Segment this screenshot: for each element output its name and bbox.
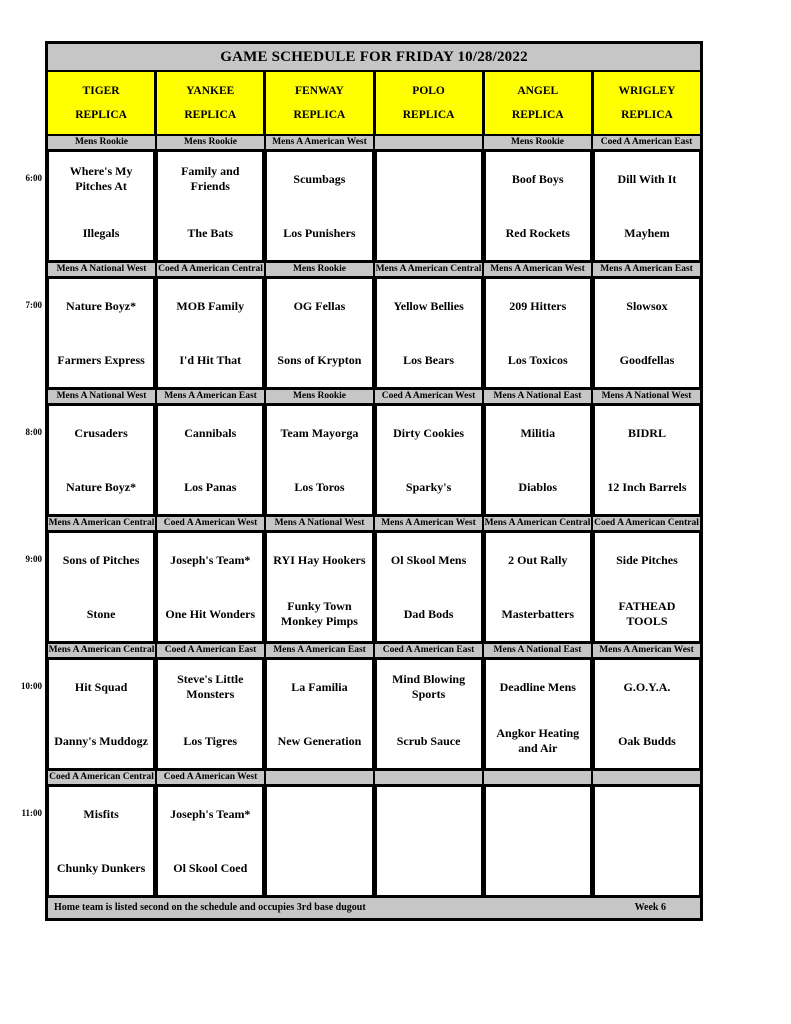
division-label: Coed A American Central	[594, 518, 699, 528]
game-cell	[376, 786, 482, 896]
field-sublabel: REPLICA	[293, 109, 346, 122]
game-row	[25, 151, 700, 261]
home-team	[267, 841, 371, 895]
division-label: Coed A American East	[157, 644, 264, 657]
game-cell	[48, 532, 154, 642]
game-cell	[266, 151, 372, 261]
away-team	[595, 787, 699, 841]
game-cell	[594, 278, 700, 388]
away-team: Side Pitches	[616, 552, 678, 567]
game-cell	[376, 659, 482, 769]
game-cell	[376, 278, 482, 388]
time-label: 11:00	[21, 808, 42, 818]
field-sublabel: REPLICA	[621, 109, 673, 122]
away-team: Yellow Bellies	[393, 298, 464, 313]
division-label: Mens Rookie	[48, 136, 155, 149]
away-team: Where's My Pitches At	[69, 164, 133, 193]
game-cell	[485, 659, 591, 769]
division-label: Mens A American West	[266, 136, 373, 149]
home-team: Diablos	[518, 479, 558, 494]
game-cell	[157, 786, 263, 896]
field-header-tiger	[48, 72, 154, 134]
game-cell	[594, 532, 700, 642]
home-team: One Hit Wonders	[165, 606, 256, 621]
away-team: 209 Hitters	[509, 298, 567, 313]
game-cell	[266, 405, 372, 515]
away-team: Slowsox	[626, 298, 668, 313]
home-team: Los Punishers	[283, 225, 356, 240]
home-team: Angkor Heating and Air	[496, 726, 580, 755]
away-team: Dirty Cookies	[393, 425, 465, 440]
game-cell	[266, 532, 372, 642]
home-team: Goodfellas	[619, 352, 675, 367]
field-name: ANGEL	[517, 84, 559, 97]
away-team: 2 Out Rally	[508, 552, 568, 567]
field-name: WRIGLEY	[618, 84, 676, 97]
away-team: Crusaders	[74, 425, 128, 440]
field-name: YANKEE	[186, 84, 235, 97]
field-header-polo	[376, 72, 482, 134]
game-cell	[266, 278, 372, 388]
home-team: FATHEAD TOOLS	[618, 599, 676, 628]
away-team: Boof Boys	[511, 171, 564, 186]
away-team: MOB Family	[176, 298, 245, 313]
field-name: FENWAY	[295, 84, 344, 97]
game-cell	[594, 151, 700, 261]
away-team: G.O.Y.A.	[623, 679, 671, 694]
footer-note: Home team is listed second on the schedule and occupies 3rd base dugout	[54, 902, 366, 913]
away-team: Misfits	[83, 806, 119, 821]
game-cell	[485, 786, 591, 896]
game-row	[25, 405, 700, 515]
game-row	[25, 532, 700, 642]
home-team: Nature Boyz*	[66, 479, 137, 494]
away-team	[377, 152, 481, 206]
away-team: Hit Squad	[74, 679, 128, 694]
home-team: Scrub Sauce	[396, 733, 461, 748]
game-cell	[48, 278, 154, 388]
game-cell	[157, 405, 263, 515]
division-row	[48, 771, 700, 784]
home-team: Chunky Dunkers	[56, 860, 146, 875]
game-cell	[485, 151, 591, 261]
division-label: Coed A American West	[375, 390, 482, 403]
home-team: Sparky's	[405, 479, 452, 494]
division-label: Mens A American East	[593, 263, 700, 276]
home-team: New Generation	[277, 733, 362, 748]
game-cell	[48, 659, 154, 769]
field-sublabel: REPLICA	[402, 109, 455, 122]
home-team: The Bats	[187, 225, 234, 240]
home-team: Stone	[86, 606, 116, 621]
field-sublabel: REPLICA	[184, 109, 237, 122]
away-team: La Familia	[291, 679, 348, 694]
away-team: Deadline Mens	[499, 679, 576, 694]
time-label: 7:00	[25, 300, 42, 310]
division-label: Mens A American West	[593, 644, 700, 657]
division-label: Mens Rookie	[484, 136, 591, 149]
game-cell	[48, 786, 154, 896]
home-team: Dad Bods	[403, 606, 454, 621]
home-team	[486, 841, 590, 895]
field-sublabel: REPLICA	[511, 109, 564, 122]
division-label	[484, 771, 591, 784]
game-cell	[485, 405, 591, 515]
division-label: Mens A American West	[484, 263, 591, 276]
game-cell	[376, 151, 482, 261]
field-sublabel: REPLICA	[75, 109, 127, 122]
game-cell	[266, 786, 372, 896]
division-label: Mens Rookie	[157, 136, 264, 149]
division-label	[375, 771, 482, 784]
division-label: Coed A American West	[157, 771, 264, 784]
game-cell	[157, 151, 263, 261]
field-header-row	[48, 72, 700, 134]
home-team: 12 Inch Barrels	[607, 479, 687, 494]
home-team: Funky Town Monkey Pimps	[280, 599, 358, 628]
away-team	[267, 787, 371, 841]
away-team: Joseph's Team*	[170, 806, 251, 821]
home-team: Farmers Express	[57, 352, 145, 367]
division-label: Mens A American East	[266, 644, 373, 657]
division-row	[48, 263, 700, 276]
division-label: Coed A American East	[375, 644, 482, 657]
game-row	[21, 786, 700, 896]
division-row	[48, 644, 700, 657]
away-team: Family and Friends	[181, 164, 240, 193]
division-label: Mens A American Central	[48, 518, 155, 528]
time-label: 8:00	[25, 427, 42, 437]
game-cell	[594, 659, 700, 769]
game-cell	[485, 532, 591, 642]
division-label: Coed A American West	[157, 517, 264, 530]
division-label: Mens A National East	[484, 644, 591, 657]
home-team: Danny's Muddogz	[54, 733, 148, 748]
division-label: Coed A American Central	[49, 772, 154, 782]
home-team: I'd Hit That	[179, 352, 242, 367]
division-label: Mens A National West	[48, 390, 155, 403]
away-team: Dill With It	[617, 171, 677, 186]
division-label: Coed A American East	[593, 136, 700, 149]
division-label: Mens Rookie	[266, 390, 373, 403]
home-team	[595, 841, 699, 895]
away-team: Team Mayorga	[280, 425, 359, 440]
home-team	[377, 206, 481, 260]
game-cell	[157, 659, 263, 769]
home-team: Los Toxicos	[507, 352, 568, 367]
game-cell	[485, 278, 591, 388]
away-team: BIDRL	[627, 425, 666, 440]
division-label	[593, 771, 700, 784]
division-label: Mens A American West	[375, 517, 482, 530]
time-label: 10:00	[21, 681, 42, 691]
field-name: TIGER	[82, 84, 120, 97]
home-team	[377, 841, 481, 895]
game-cell	[376, 532, 482, 642]
division-label: Mens A National West	[266, 517, 373, 530]
away-team: Scumbags	[293, 171, 346, 186]
division-row	[48, 136, 700, 149]
away-team: Joseph's Team*	[170, 552, 251, 567]
game-cell	[594, 786, 700, 896]
schedule-title: GAME SCHEDULE FOR FRIDAY 10/28/2022	[48, 44, 700, 70]
division-label: Mens A American Central	[484, 518, 591, 528]
home-team: Los Panas	[184, 479, 237, 494]
away-team: Cannibals	[184, 425, 237, 440]
time-label: 9:00	[25, 554, 42, 564]
game-row	[21, 659, 700, 769]
home-team: Ol Skool Coed	[173, 860, 248, 875]
division-label	[266, 771, 373, 784]
home-team: Los Tigres	[183, 733, 238, 748]
division-label: Mens A National East	[484, 390, 591, 403]
game-cell	[266, 659, 372, 769]
division-label	[375, 136, 482, 149]
away-team: Mind Blowing Sports	[392, 672, 466, 701]
schedule-rows	[21, 136, 700, 896]
home-team: Red Rockets	[505, 225, 570, 240]
division-row	[48, 517, 700, 530]
game-row	[25, 278, 700, 388]
field-name: POLO	[412, 84, 445, 97]
division-label: Mens A American Central	[48, 645, 155, 655]
home-team: Sons of Krypton	[277, 352, 362, 367]
game-cell	[48, 405, 154, 515]
away-team: Ol Skool Mens	[390, 552, 467, 567]
field-header-wrigley	[594, 72, 700, 134]
game-cell	[594, 405, 700, 515]
field-header-angel	[485, 72, 591, 134]
home-team: Los Bears	[403, 352, 455, 367]
game-cell	[157, 532, 263, 642]
away-team: Sons of Pitches	[62, 552, 140, 567]
division-label: Coed A American Central	[158, 264, 263, 274]
field-header-yankee	[157, 72, 263, 134]
away-team: Militia	[520, 425, 556, 440]
week-label: Week 6	[634, 902, 666, 913]
division-row	[48, 390, 700, 403]
division-label: Mens A American East	[157, 390, 264, 403]
away-team: OG Fellas	[293, 298, 346, 313]
field-header-fenway	[266, 72, 372, 134]
away-team: Steve's Little Monsters	[177, 672, 244, 701]
away-team	[377, 787, 481, 841]
footer-bar	[48, 898, 700, 918]
game-cell	[376, 405, 482, 515]
away-team: Nature Boyz*	[66, 298, 137, 313]
division-label: Mens A National West	[593, 390, 700, 403]
home-team: Illegals	[82, 225, 120, 240]
time-label: 6:00	[25, 173, 42, 183]
division-label: Mens A National West	[48, 263, 155, 276]
game-cell	[157, 278, 263, 388]
home-team: Masterbatters	[501, 606, 575, 621]
home-team: Los Toros	[294, 479, 345, 494]
away-team	[486, 787, 590, 841]
home-team: Oak Budds	[618, 733, 676, 748]
division-label: Mens A American Central	[375, 264, 482, 274]
game-cell	[48, 151, 154, 261]
division-label: Mens Rookie	[266, 263, 373, 276]
home-team: Mayhem	[624, 225, 670, 240]
schedule-table	[21, 41, 703, 921]
away-team: RYI Hay Hookers	[273, 552, 366, 567]
